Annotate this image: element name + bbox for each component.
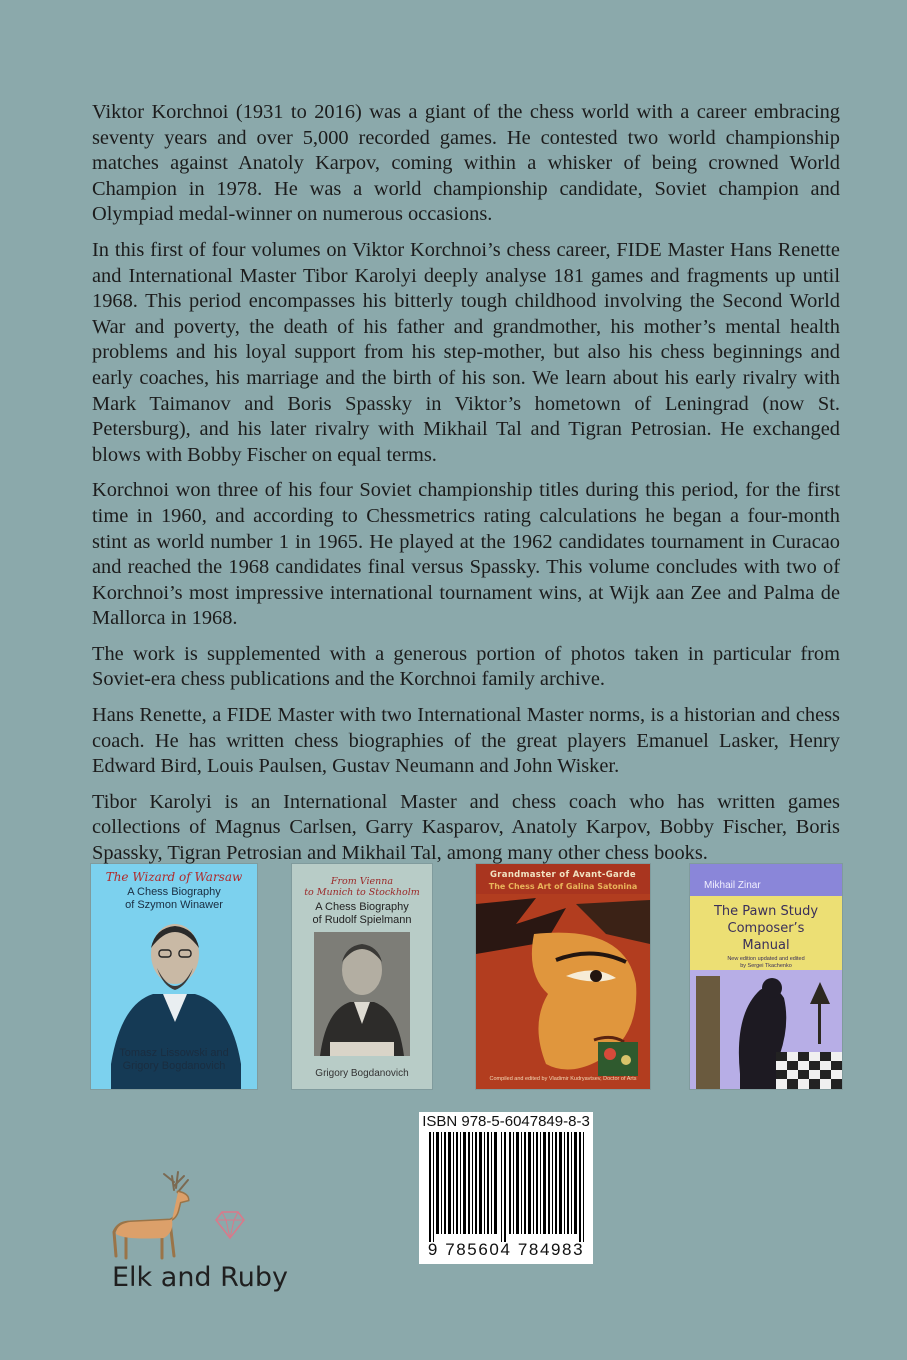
artwork-illustration [476, 864, 650, 1089]
blurb-paragraph: Tibor Karolyi is an International Master and chess coach who has written games collections of Magnus Carlsen, Garry Kasparov, Anatoly Karpov, Bobby Fischer, Boris Spassky, Tigran Petrosian and Mikhail Tal, among many other chess books. [92, 790, 840, 865]
publisher-name: Elk and Ruby [112, 1262, 288, 1293]
book-credit: Compiled and edited by Vladimir Kudryavtsev, Doctor of Arts [489, 1076, 637, 1082]
book-subtitle: A Chess Biography [127, 886, 221, 898]
book-subtitle: of Szymon Winawer [125, 899, 223, 911]
study-illustration [690, 864, 842, 1089]
book-author: Tomasz Lissowski and [119, 1047, 229, 1059]
book-subtitle: of Rudolf Spielmann [312, 914, 412, 926]
book-cover-winawer [91, 864, 257, 1089]
book-title: Manual [742, 938, 790, 953]
publisher-logo [104, 1170, 254, 1266]
blurb-paragraph: Hans Renette, a FIDE Master with two International Master norms, is a historian and chess coach. He has written chess biographies of the great players Emanuel Lasker, Henry Edward Bird, Louis Paulsen, Gustav Neumann and John Wisker. [92, 704, 840, 778]
book-title: The Wizard of Warsaw [105, 870, 243, 884]
book-author: Grigory Bogdanovich [122, 1060, 226, 1072]
blurb-paragraph: The work is supplemented with a generous portion of photos taken in particular from Soviet-era chess publications and the Korchnoi family archive. [92, 642, 840, 691]
barcode [427, 1132, 585, 1242]
book-cover-satonina [476, 864, 650, 1089]
blurb-paragraph: Korchnoi won three of his four Soviet championship titles during this period, for the first time in 1960, and according to Chessmetrics rating calculations he began a four-month stint as world number 1 in 1965. He played at the 1962 candidates tournament in Curacao and reached the 1968 candidates final versus Spassky. This volume concludes with two of Korchnoi’s most impressive international tournament wins, at Wijk aan Zee and Palma de Mallorca in 1968. [92, 479, 840, 630]
book-author: Grigory Bogdanovich [315, 1068, 409, 1079]
back-cover-blurb [92, 100, 840, 877]
blurb-paragraph: In this first of four volumes on Viktor Korchnoi’s chess career, FIDE Master Hans Renette and International Master Tibor Karolyi deeply analyse 181 games and fragments up until 1968. This period encompasses his bitterly tough childhood involving the Second World War and poverty, the death of his father and grandmother, his mother’s mental health problems and his loyal support from his step-mother, but also his chess beginnings and early coaches, his marriage and the birth of his son. We learn about his early rivalry with Mark Taimanov and Boris Spassky in Viktor’s hometown of Leningrad (now St. Petersburg), and his later rivalry with Mikhail Tal and Tigran Petrosian. He exchanged blows with Bobby Fischer on equal terms. [92, 238, 840, 466]
barcode-digits: 9 785604 784983 [427, 1240, 585, 1259]
elk-icon [114, 1172, 188, 1258]
book-subtitle: The Chess Art of Galina Satonina [488, 882, 638, 891]
isbn-label: ISBN 978-5-6047849-8-3 [422, 1113, 590, 1130]
book-subtitle: A Chess Biography [315, 901, 409, 913]
book-author: Mikhail Zinar [704, 880, 761, 891]
isbn-barcode-block [419, 1112, 593, 1264]
book-title: Composer’s [727, 921, 805, 936]
portrait-photo [292, 864, 432, 1089]
book-cover-zinar [690, 864, 842, 1089]
book-title: From Vienna [330, 876, 394, 887]
book-title: Grandmaster of Avant-Garde [490, 870, 636, 880]
book-title: The Pawn Study [713, 904, 819, 919]
ruby-icon [216, 1212, 244, 1238]
book-note: New edition updated and edited [727, 956, 805, 962]
book-note: by Sergei Tkachenko [740, 963, 792, 969]
blurb-paragraph: Viktor Korchnoi (1931 to 2016) was a giant of the chess world with a career embracing seventy years and over 5,000 recorded games. He contested two world championship matches against Anatoly Karpov, coming within a whisker of being crowned World Champion in 1978. He was a world championship candidate, Soviet champion and Olympiad medal-winner on numerous occasions. [92, 101, 840, 226]
book-title: to Munich to Stockholm [304, 887, 420, 898]
book-cover-spielmann [292, 864, 432, 1089]
